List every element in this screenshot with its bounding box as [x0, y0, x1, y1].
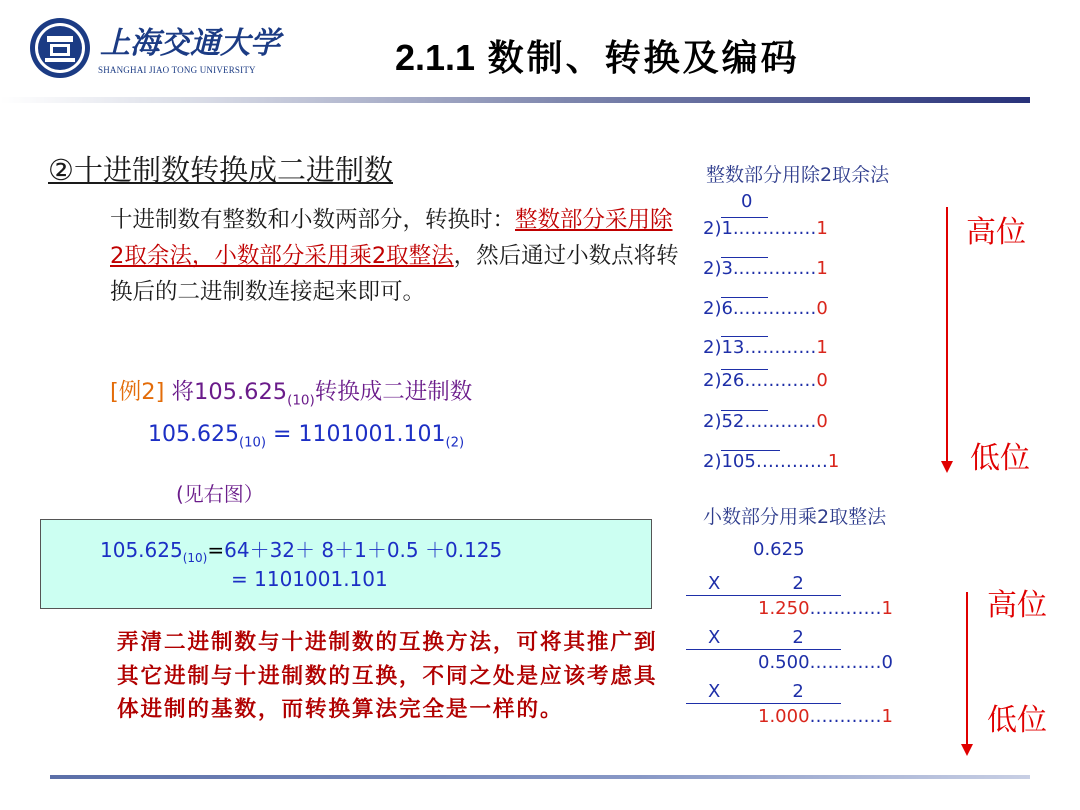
leader-dots: …………	[755, 451, 828, 472]
expansion-terms: 64＋32＋ 8＋1＋0.5 ＋0.125	[224, 538, 503, 562]
footer-divider	[50, 775, 1030, 779]
product-row	[758, 706, 893, 727]
example-text-a: 将105.625	[171, 379, 288, 405]
expansion-equals: =	[207, 538, 225, 562]
integer-digit: 1	[881, 706, 893, 727]
example-subscript: (10)	[287, 392, 315, 409]
dividend-value: 105	[721, 450, 779, 472]
example-text-b: 转换成二进制数	[314, 379, 473, 405]
multiply-rule	[686, 595, 841, 596]
expansion-line-1	[100, 534, 502, 565]
multiply-rule	[686, 649, 841, 650]
header-divider	[0, 97, 1030, 103]
leader-dots: …………	[809, 706, 882, 727]
result-decimal: 105.625	[148, 422, 239, 447]
leader-dots: …………	[809, 598, 882, 619]
leader-dots: …………	[744, 411, 817, 432]
product-integer: 1	[758, 706, 770, 727]
division-row	[703, 218, 828, 239]
para-text-2: ，然后通过小数点将转换后的二进制数连接起来即可。	[110, 243, 679, 305]
remainder-digit: 1	[816, 337, 828, 358]
integer-low-label: 低位	[970, 441, 1030, 476]
remainder-digit: 0	[816, 370, 828, 391]
result-decimal-base: (10)	[238, 435, 267, 451]
dividend-value: 13	[721, 336, 768, 358]
multiply-sign: X	[708, 681, 721, 702]
conversion-result	[148, 422, 464, 450]
leader-dots: …………	[744, 298, 817, 319]
remainder-digit: 0	[816, 298, 828, 319]
dividend-value: 52	[721, 410, 768, 432]
dividend-value: 26	[721, 369, 768, 391]
para-method-highlight: 整数部分采用除2取余法，小数部分采用乘2取整法	[110, 207, 673, 269]
example-tag: [例2]	[110, 379, 165, 405]
multiplier-value: 2	[792, 681, 804, 702]
remainder-digit: 1	[816, 258, 828, 279]
quotient-zero: 0	[741, 191, 753, 212]
multiply-rule	[686, 703, 841, 704]
fraction-low-label: 低位	[987, 703, 1047, 738]
integer-digit: 0	[881, 652, 893, 673]
multiply-row	[708, 681, 804, 702]
expansion-base: (10)	[182, 551, 208, 565]
summary-note: 弄清二进制数与十进制数的互换方法，可将其推广到其它进制与十进制数的互换，不同之处是应该考虑具体进制的基数，而转换算法完全是一样的。	[117, 630, 658, 722]
logo-chinese-name: 上海交通大学	[100, 26, 280, 61]
divisor-label: 2)	[703, 370, 722, 391]
dividend-value: 3..	[721, 257, 768, 279]
leader-dots: …………	[744, 258, 817, 279]
multiplier-value: 2	[792, 573, 804, 594]
divisor-label: 2)	[703, 337, 722, 358]
product-integer: 1	[758, 598, 770, 619]
dividend-value: 6..	[721, 297, 768, 319]
dividend-value: 1..	[721, 217, 768, 239]
product-integer: 0	[758, 652, 770, 673]
high-to-low-arrow-icon	[960, 590, 980, 760]
expansion-line-2: = 1101001.101	[231, 567, 388, 591]
example-line	[110, 374, 472, 409]
fraction-method-title: 小数部分用乘2取整法	[703, 506, 887, 528]
integer-digit: 1	[881, 598, 893, 619]
divisor-label: 2)	[703, 451, 722, 472]
divisor-label: 2)	[703, 298, 722, 319]
division-row	[703, 258, 828, 279]
section-heading: ②十进制数转换成二进制数	[48, 153, 393, 187]
high-to-low-arrow-icon	[940, 205, 960, 475]
multiplier-value: 2	[792, 627, 804, 648]
multiply-sign: X	[708, 627, 721, 648]
leader-dots: …………	[809, 652, 882, 673]
title-text: 数制、转换及编码	[487, 37, 800, 79]
division-row	[703, 451, 839, 472]
product-fraction: .250	[769, 598, 810, 619]
multiply-row	[708, 627, 804, 648]
divisor-label: 2)	[703, 258, 722, 279]
remainder-digit: 1	[827, 451, 840, 472]
multiply-sign: X	[708, 573, 721, 594]
intro-paragraph	[110, 202, 680, 310]
logo-english-name: SHANGHAI JIAO TONG UNIVERSITY	[98, 65, 256, 75]
leader-dots: …………	[744, 370, 817, 391]
multiply-row	[708, 573, 804, 594]
expansion-decimal: 105.625	[100, 538, 183, 562]
remainder-digit: 1	[816, 218, 828, 239]
result-binary-base: (2)	[445, 435, 465, 451]
division-row	[703, 298, 828, 319]
fraction-high-label: 高位	[987, 588, 1047, 623]
divisor-label: 2)	[703, 411, 722, 432]
para-text-1: 十进制数有整数和小数两部分，转换时：	[110, 207, 516, 233]
fraction-start-value: 0.625	[753, 539, 805, 560]
divisor-label: 2)	[703, 218, 722, 239]
product-fraction: .500	[769, 652, 810, 673]
remainder-digit: 0	[816, 411, 828, 432]
title-number: 2.1.1	[395, 37, 476, 78]
slide-title	[395, 30, 800, 81]
leader-dots: …………	[744, 218, 817, 239]
integer-high-label: 高位	[966, 215, 1026, 250]
product-row	[758, 598, 893, 619]
see-figure-note: (见右图）	[176, 482, 264, 506]
product-row	[758, 652, 893, 673]
division-row	[703, 337, 828, 358]
division-row	[703, 370, 828, 391]
leader-dots: …………	[744, 337, 817, 358]
integer-method-title: 整数部分用除2取余法	[706, 164, 890, 186]
university-logo	[20, 14, 310, 84]
division-row	[703, 411, 828, 432]
product-fraction: .000	[769, 706, 810, 727]
result-binary: = 1101001.101	[266, 422, 446, 447]
